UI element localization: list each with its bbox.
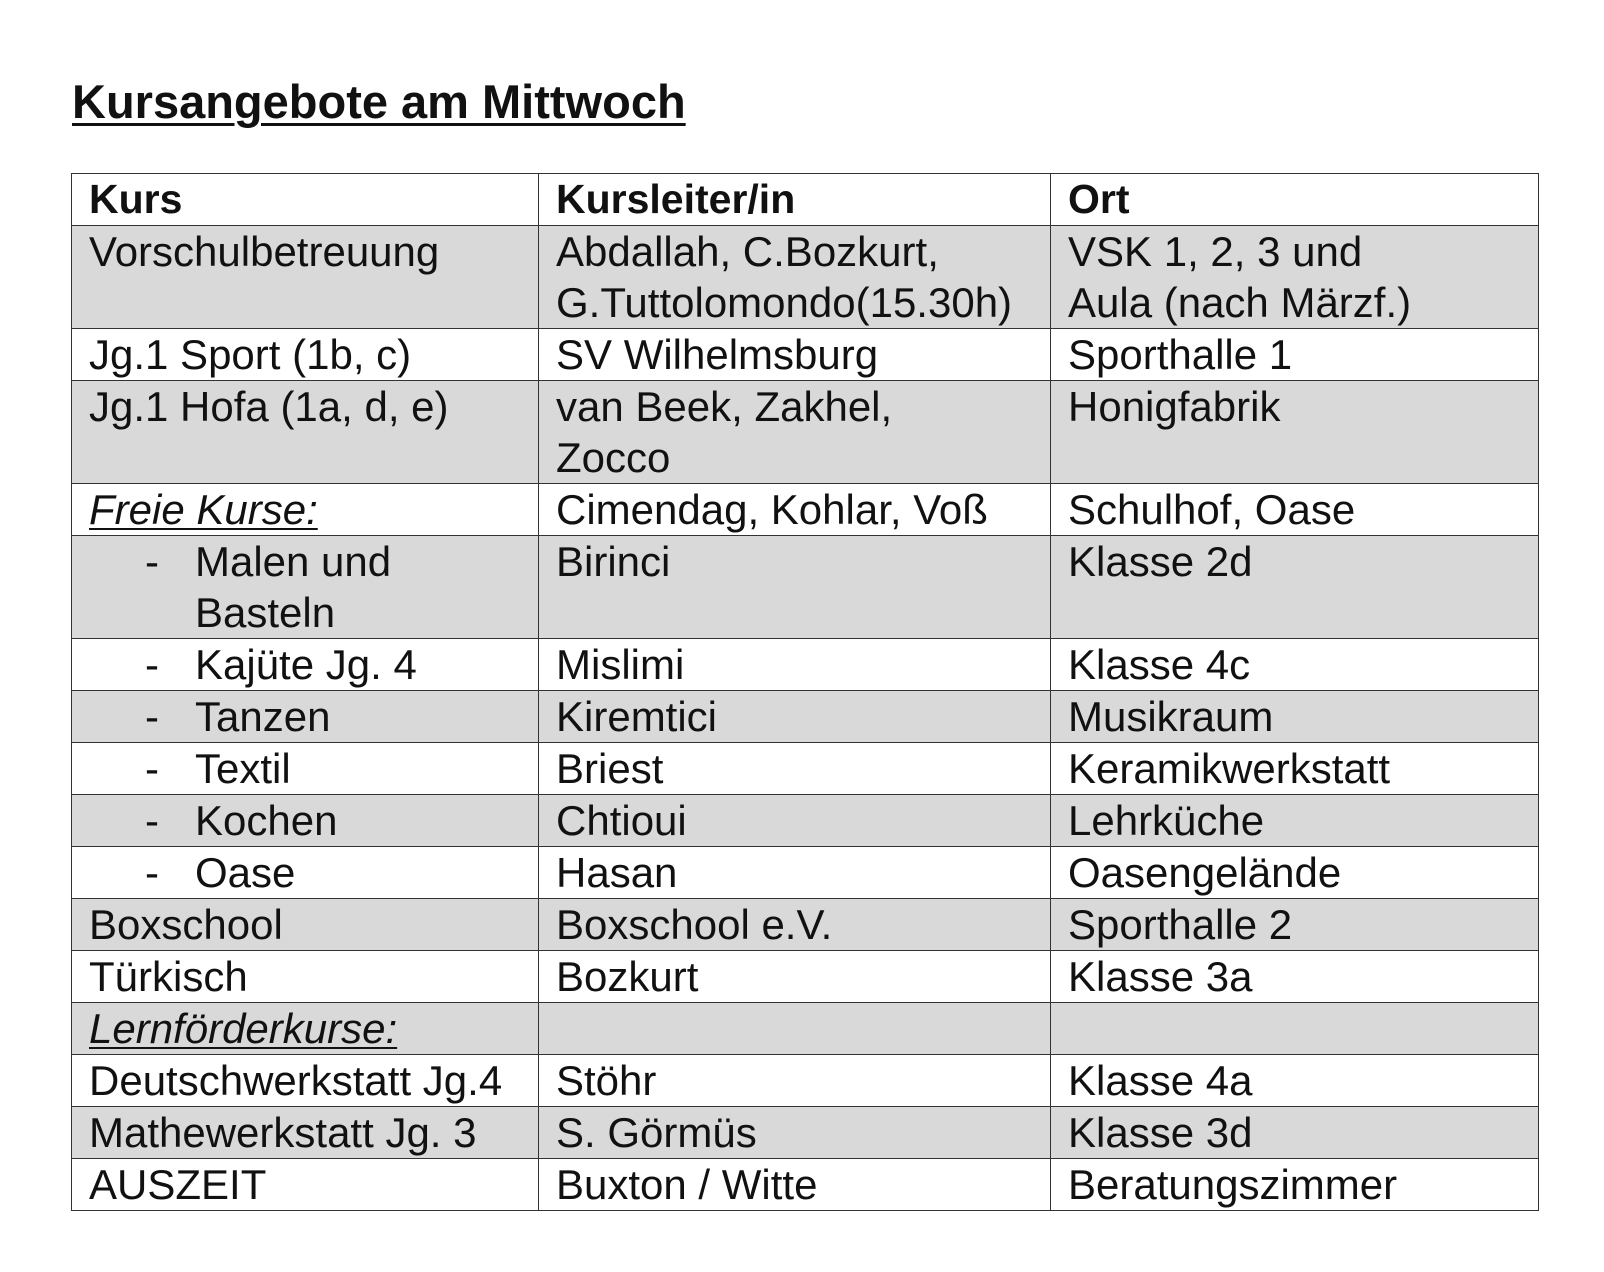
- table-row: [72, 1159, 1539, 1211]
- table-row: [72, 691, 1539, 743]
- table-row: [72, 329, 1539, 381]
- sub-item: [89, 795, 528, 846]
- cell-line: G.Tuttolomondo(15.30h): [556, 279, 1013, 326]
- cell-kursleiter: Mislimi: [539, 639, 1051, 691]
- cell-kursleiter: Bozkurt: [539, 951, 1051, 1003]
- cell-ort: Oasengelände: [1051, 847, 1539, 899]
- cell-ort: Musikraum: [1051, 691, 1539, 743]
- table-row: [72, 484, 1539, 536]
- cell-kursleiter: [539, 226, 1051, 329]
- list-dash: -: [145, 538, 159, 585]
- sub-item-text: [195, 536, 391, 638]
- cell-line: Abdallah, C.Bozkurt,: [556, 228, 939, 275]
- table-row: [72, 1003, 1539, 1055]
- list-dash: -: [145, 693, 159, 740]
- cell-line: Zocco: [556, 434, 671, 481]
- cell-kurs: AUSZEIT: [72, 1159, 539, 1211]
- cell-ort: [1051, 1003, 1539, 1055]
- section-label-lernfoerderkurse: Lernförderkurse:: [89, 1005, 398, 1052]
- table-row: [72, 899, 1539, 951]
- header-kurs: Kurs: [72, 174, 539, 226]
- cell-ort: Keramikwerkstatt: [1051, 743, 1539, 795]
- table-row: [72, 951, 1539, 1003]
- cell-kurs: Jg.1 Hofa (1a, d, e): [72, 381, 539, 484]
- cell-kursleiter: Stöhr: [539, 1055, 1051, 1107]
- section-label-freie-kurse: Freie Kurse:: [89, 486, 318, 533]
- sub-item-text: Textil: [195, 745, 291, 792]
- cell-kursleiter: [539, 381, 1051, 484]
- list-dash: -: [145, 797, 159, 844]
- cell-ort: Klasse 3a: [1051, 951, 1539, 1003]
- sub-item-text: Kajüte Jg. 4: [195, 641, 417, 688]
- table-row: [72, 381, 1539, 484]
- cell-kursleiter: Hasan: [539, 847, 1051, 899]
- table-row: [72, 536, 1539, 639]
- cell-kurs: [72, 639, 539, 691]
- cell-line: van Beek, Zakhel,: [556, 383, 893, 430]
- sub-item: [89, 639, 528, 690]
- cell-ort: Lehrküche: [1051, 795, 1539, 847]
- list-dash: -: [145, 849, 159, 896]
- table-row: [72, 795, 1539, 847]
- cell-kursleiter: Kiremtici: [539, 691, 1051, 743]
- cell-kursleiter: Birinci: [539, 536, 1051, 639]
- cell-ort: Beratungszimmer: [1051, 1159, 1539, 1211]
- sub-item-text: Kochen: [195, 797, 338, 844]
- cell-line: Aula (nach Märzf.): [1068, 279, 1412, 326]
- cell-kurs: [72, 536, 539, 639]
- cell-kursleiter: S. Görmüs: [539, 1107, 1051, 1159]
- header-ort: Ort: [1051, 174, 1539, 226]
- table-row: [72, 847, 1539, 899]
- sub-item-text: Tanzen: [195, 693, 331, 740]
- cell-kurs: [72, 795, 539, 847]
- table-row: [72, 1055, 1539, 1107]
- sub-item-text: Oase: [195, 849, 296, 896]
- cell-kurs: Deutschwerkstatt Jg.4: [72, 1055, 539, 1107]
- sub-item: [89, 536, 528, 638]
- cell-kurs: [72, 847, 539, 899]
- cell-kurs: [72, 1003, 539, 1055]
- cell-ort: [1051, 226, 1539, 329]
- cell-ort: Sporthalle 1: [1051, 329, 1539, 381]
- cell-kurs: [72, 484, 539, 536]
- list-dash: -: [145, 745, 159, 792]
- header-kursleiter: Kursleiter/in: [539, 174, 1051, 226]
- cell-kursleiter: Cimendag, Kohlar, Voß: [539, 484, 1051, 536]
- cell-line: VSK 1, 2, 3 und: [1068, 228, 1363, 275]
- table-row: [72, 639, 1539, 691]
- table-row: [72, 743, 1539, 795]
- sub-item: [89, 691, 528, 742]
- cell-kurs: Vorschulbetreuung: [72, 226, 539, 329]
- cell-ort: Klasse 2d: [1051, 536, 1539, 639]
- cell-line: Malen und: [195, 538, 392, 585]
- cell-ort: Klasse 3d: [1051, 1107, 1539, 1159]
- table-row: [72, 226, 1539, 329]
- cell-ort: Klasse 4a: [1051, 1055, 1539, 1107]
- cell-kursleiter: Buxton / Witte: [539, 1159, 1051, 1211]
- cell-ort: Honigfabrik: [1051, 381, 1539, 484]
- table-row: [72, 1107, 1539, 1159]
- cell-kurs: Jg.1 Sport (1b, c): [72, 329, 539, 381]
- cell-kurs: Türkisch: [72, 951, 539, 1003]
- list-dash: -: [145, 641, 159, 688]
- course-table: [71, 173, 1539, 1211]
- cell-kursleiter: Boxschool e.V.: [539, 899, 1051, 951]
- cell-kurs: [72, 691, 539, 743]
- cell-ort: Sporthalle 2: [1051, 899, 1539, 951]
- cell-kurs: [72, 743, 539, 795]
- sub-item: [89, 743, 528, 794]
- cell-kursleiter: [539, 1003, 1051, 1055]
- cell-kursleiter: SV Wilhelmsburg: [539, 329, 1051, 381]
- table-header-row: [72, 174, 1539, 226]
- cell-ort: Klasse 4c: [1051, 639, 1539, 691]
- sub-item: [89, 847, 528, 898]
- page-title: Kursangebote am Mittwoch: [72, 75, 686, 128]
- cell-kursleiter: Chtioui: [539, 795, 1051, 847]
- cell-line: Basteln: [195, 589, 336, 636]
- cell-ort: Schulhof, Oase: [1051, 484, 1539, 536]
- cell-kursleiter: Briest: [539, 743, 1051, 795]
- cell-kurs: Mathewerkstatt Jg. 3: [72, 1107, 539, 1159]
- cell-kurs: Boxschool: [72, 899, 539, 951]
